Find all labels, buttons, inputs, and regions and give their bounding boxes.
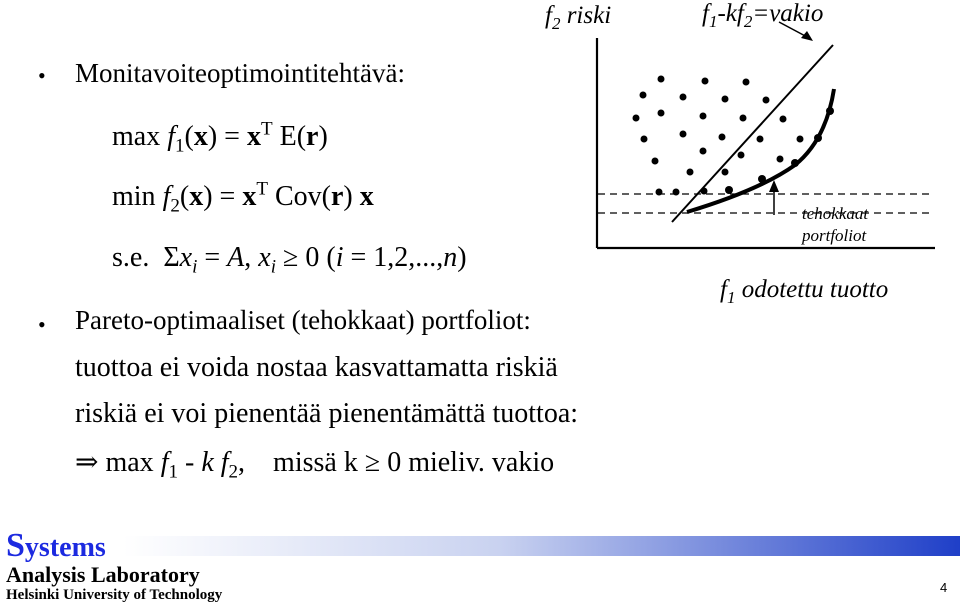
portfolio-dot (633, 115, 640, 122)
portfolio-dot (738, 152, 745, 159)
portfolio-dot (680, 94, 687, 101)
equation-min: $\min f_2(x) = x^T$ Cov(r) x (112, 178, 374, 217)
portfolio-dot (780, 116, 787, 123)
logo-lab: Analysis Laboratory (6, 562, 200, 587)
bullet-text-1: Monitavoiteoptimointitehtävä: (75, 58, 405, 88)
efficient-label-line-1: tehokkaat (802, 204, 869, 223)
portfolio-dot (641, 136, 648, 143)
portfolio-dot (680, 131, 687, 138)
frontier-dot (758, 175, 766, 183)
portfolio-dot (687, 169, 694, 176)
y-axis-label: $f_2$ riski (545, 2, 612, 33)
portfolio-dot (658, 76, 665, 83)
portfolio-dot (700, 113, 707, 120)
portfolio-dot (673, 189, 680, 196)
page-number: 4 (940, 580, 948, 595)
portfolio-dot (652, 158, 659, 165)
portfolio-dot (719, 134, 726, 141)
bullet-2: • (38, 312, 46, 337)
portfolio-dot (658, 110, 665, 117)
equation-constraints: s.e. $\Sigma x_i = A$, $x_i \ge 0$ (i = 1,2,...,n) (112, 242, 467, 278)
university-name: Helsinki University of Technology (6, 587, 223, 603)
portfolio-dot (740, 115, 747, 122)
isoline-label: $f_1-kf_2=vakio$ (702, 0, 824, 31)
portfolio-dot (722, 169, 729, 176)
footer-gradient-bar (123, 536, 960, 556)
equation-max: $\max f_1(x) = x^T$ E(r) (112, 118, 328, 157)
portfolio-dot (656, 189, 663, 196)
portfolio-dot (797, 136, 804, 143)
frontier-dot (814, 134, 822, 142)
equation-tradeoff: ⇒ $\max f_1$ - k $f_2$, missä k ≥ 0 mieliv. vakio (75, 447, 555, 483)
portfolio-dot (722, 96, 729, 103)
portfolio-dot (702, 78, 709, 85)
efficient-portfolios-label (802, 203, 868, 247)
frontier-dot (725, 186, 733, 194)
isoline (672, 45, 833, 222)
isoline-pointer-head (801, 31, 813, 41)
portfolio-dot (700, 148, 707, 155)
bullet-text-2: Pareto-optimaaliset (tehokkaat) portfoliot: (75, 305, 531, 335)
frontier-dot (791, 159, 799, 167)
portfolio-dot (701, 188, 708, 195)
text-line-1: tuottoa ei voida nostaa kasvattamatta riskiä (75, 352, 558, 383)
bullet-1: • (38, 63, 46, 88)
portfolio-dot (640, 92, 647, 99)
portfolio-dot (777, 156, 784, 163)
portfolio-dot (757, 136, 764, 143)
portfolio-dot (763, 97, 770, 104)
portfolio-dot (743, 79, 750, 86)
efficient-label-line-2: portfoliot (802, 226, 867, 245)
portfolio-dots (633, 76, 835, 196)
text-line-2: riskiä ei voi pienentää pienentämättä tuottoa: (75, 398, 579, 429)
x-axis-label: $f_1$ odotettu tuotto (720, 276, 889, 307)
logo-systems: Systems (6, 527, 106, 564)
frontier-dot (826, 107, 834, 115)
